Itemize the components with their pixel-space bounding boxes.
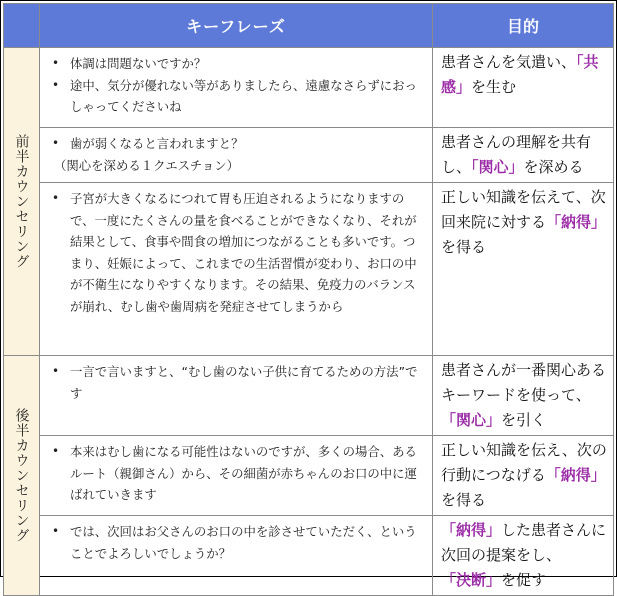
bullet-icon: •	[52, 136, 60, 150]
phrase-cell	[40, 128, 433, 183]
phrase-item: • 体調は問題ないですか？	[70, 53, 426, 75]
purpose-highlight: 「共感」	[441, 53, 599, 96]
phrase-item: • 本来はむし歯になる可能性はないのですが、多くの場合、あるルート（親御さん）から、その細菌が赤ちゃんのお口の中に運ばれていきます	[70, 441, 426, 506]
purpose-highlight: 「関心」	[441, 411, 502, 429]
header-corner	[4, 4, 40, 48]
purpose-cell: 患者さんを気遣い、「共感」を生む	[433, 48, 614, 128]
purpose-cell: 患者さんが一番関心あるキーワードを使って、「関心」を引く	[433, 356, 614, 436]
purpose-highlight: 「納得」	[545, 466, 606, 484]
table-row	[4, 128, 614, 183]
phrase-note: （関心を深める１クエスチョン）	[54, 157, 239, 173]
phrase-item: • では、次回はお父さんのお口の中を診させていただく、ということでよろしいでしょうか？	[70, 521, 426, 564]
table-row	[4, 48, 614, 128]
header-phrases: キーフレーズ	[40, 4, 433, 48]
purpose-highlight: 「関心」	[471, 158, 524, 176]
table-row	[4, 516, 614, 596]
bullet-icon: •	[52, 77, 60, 92]
phrase-item: • 子宮が大きくなるにつれて胃も圧迫されるようになりますので、一度にたくさんの量を食べることができなくなり、それが結果として、食事や間食の増加につながることも多いです。つまり、妊娠によって、これまでの生活習慣が変わり、お口の中が不衛生になりやすくなります。その結果、免疫力のバランスが崩れ、むし歯や歯周病を発症させてしまうから	[70, 188, 426, 317]
section-label-second-half	[4, 356, 40, 596]
phrase-cell	[40, 516, 433, 596]
bullet-icon: •	[52, 364, 60, 378]
phrase-cell	[40, 356, 433, 436]
bullet-icon: •	[52, 191, 60, 205]
section-label-first-half	[4, 48, 40, 356]
phrase-cell	[40, 48, 433, 128]
header-purpose: 目的	[433, 4, 614, 48]
table-row	[4, 436, 614, 516]
key-phrase-table	[3, 3, 614, 596]
table-row	[4, 183, 614, 356]
phrase-item: • 一言で言いますと、“むし歯のない子供に育てるための方法”です	[70, 361, 426, 404]
phrase-item: • 歯が弱くなると言われますと？	[70, 133, 426, 155]
purpose-cell: 患者さんの理解を共有し、「関心」を深める	[433, 128, 614, 183]
purpose-cell: 正しい知識を伝え、次の行動につなげる「納得」を得る	[433, 436, 614, 516]
table-row	[4, 356, 614, 436]
bullet-icon: •	[52, 56, 60, 70]
header-row	[4, 4, 614, 48]
purpose-cell: 正しい知識を伝えて、次回来院に対する「納得」を得る	[433, 183, 614, 356]
section-label-text: 後半カウンセリング	[13, 408, 30, 543]
purpose-cell: 「納得」した患者さんに次回の提案をし、「決断」を促す	[433, 516, 614, 596]
purpose-highlight: 「納得」	[546, 213, 607, 231]
purpose-highlight: 「納得」	[441, 521, 502, 539]
phrase-item: • 途中、気分が優れない等がありましたら、遠慮なさらずにおっしゃってくださいね	[70, 75, 426, 118]
section-label-text: 前半カウンセリング	[13, 134, 30, 269]
bullet-icon: •	[52, 524, 60, 538]
purpose-highlight: 「決断」	[441, 571, 502, 589]
phrase-cell	[40, 436, 433, 516]
bullet-icon: •	[52, 444, 60, 458]
phrase-cell	[40, 183, 433, 356]
